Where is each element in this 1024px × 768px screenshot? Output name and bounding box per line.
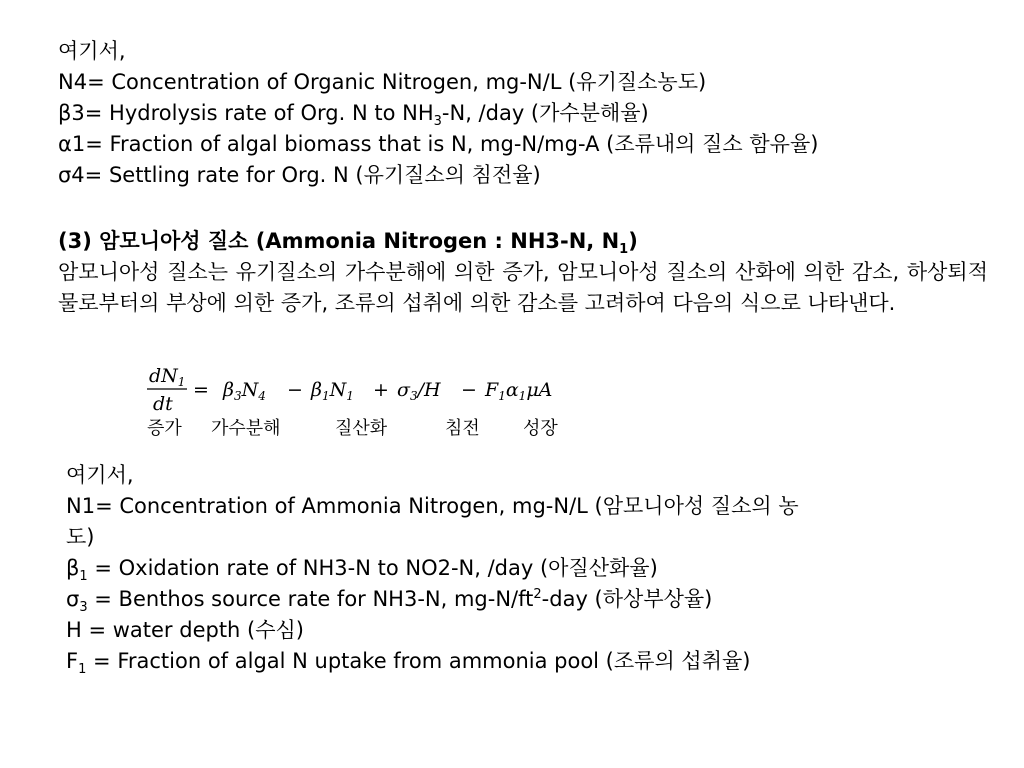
definition-beta1: $\beta_1$ = Oxidation rate of NH3-N to NO2-N, /day (아질산화율)	[66, 556, 658, 585]
definition-sigma3: $\sigma_3$ = Benthos source rate for NH3-N, $mg-N/ft^2$-day (하상부상율)	[66, 587, 713, 616]
definition-beta3: β3= Hydrolysis rate of Org. N to $NH_3-N$, /day (가수분해율)	[58, 101, 649, 130]
definition-n1-continued: 도)	[66, 525, 95, 549]
eq-lhs-numerator: $dN_1$	[149, 365, 186, 389]
eq-term-benthos: $\sigma_3/H$	[397, 379, 441, 403]
eq-term-growth: $F_1\alpha_1\mu A$	[485, 379, 553, 403]
eq-op-minus-2: −	[461, 379, 477, 401]
eq-op-minus-1: −	[287, 379, 303, 401]
definition-h: H = water depth (수심)	[66, 618, 305, 642]
section-heading: (3) 암모니아성 질소 (Ammonia Nitrogen : NH3-N, $N_1$)	[58, 229, 638, 258]
ammonia-equation	[143, 360, 603, 440]
definition-n4: N4= Concentration of Organic Nitrogen, mg-N/L (유기질소농도)	[58, 70, 707, 94]
definition-sigma4: σ4= Settling rate for Org. N (유기질소의 침전율)	[58, 163, 541, 187]
intro-text-2: 여기서,	[66, 463, 134, 487]
eq-lhs-denominator: dt	[153, 393, 173, 415]
eq-equals: =	[193, 379, 209, 401]
ammonia-definitions	[66, 460, 946, 677]
eq-label-settling: 침전	[445, 418, 480, 439]
organic-nitrogen-definitions	[58, 36, 988, 191]
definition-alpha1: α1= Fraction of algal biomass that is N, mg-N/mg-A (조류내의 질소 함유율)	[58, 132, 819, 156]
definition-n1: N1= Concentration of Ammonia Nitrogen, mg-N/L (암모니아성 질소의 농	[66, 494, 799, 518]
definition-f1: $F_1$ = Fraction of algal N uptake from ammonia pool (조류의 섭취율)	[66, 649, 751, 678]
eq-term-nitrification: $\beta_1N_1$	[311, 379, 354, 403]
intro-text: 여기서,	[58, 39, 126, 63]
eq-term-hydrolysis: $\beta_3N_4$	[223, 379, 266, 403]
eq-label-growth: 성장	[523, 418, 558, 439]
eq-label-hydrolysis: 가수분해	[211, 418, 281, 439]
eq-op-plus: +	[373, 379, 389, 401]
ammonia-section	[58, 226, 988, 319]
eq-label-increase: 증가	[147, 418, 182, 439]
eq-label-nitrification: 질산화	[335, 418, 388, 439]
section-paragraph: 암모니아성 질소는 유기질소의 가수분해에 의한 증가, 암모니아성 질소의 산화에 의한 감소, 하상퇴적물로부터의 부상에 의한 증가, 조류의 섭취에 의한 감소를 고려하여 다음의 식으로 나타낸다.	[58, 260, 988, 315]
